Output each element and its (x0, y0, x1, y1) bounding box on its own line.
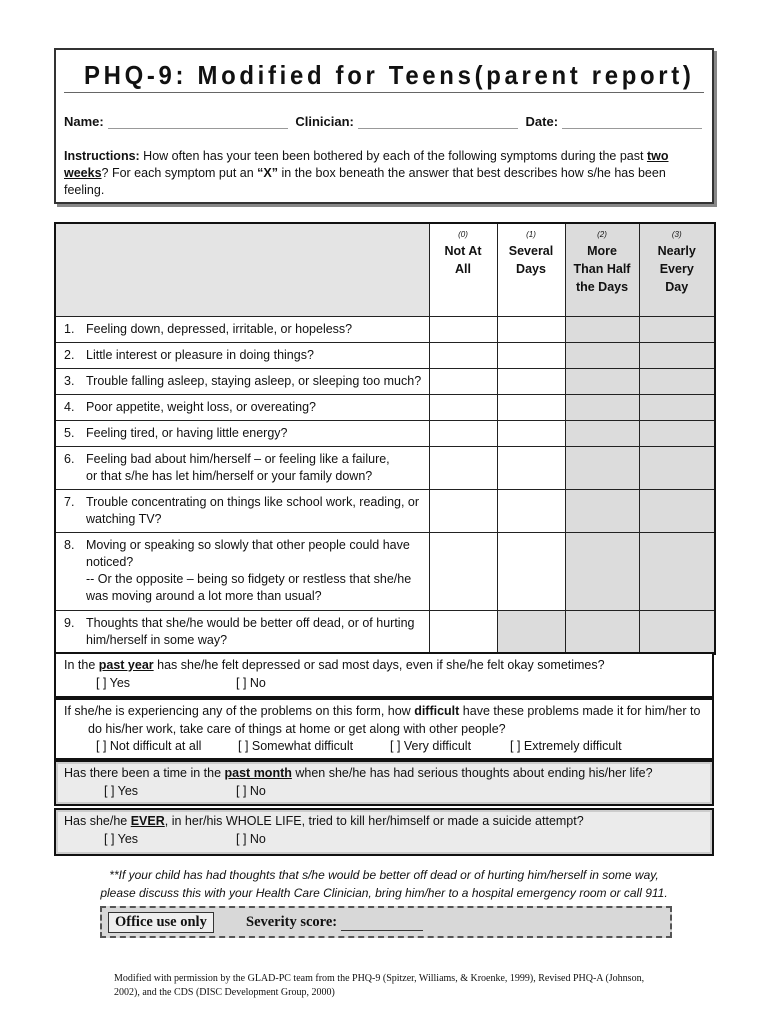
answer-box-q9-2[interactable] (565, 611, 639, 655)
question-1-text: 1. Feeling down, depressed, irritable, or hopeless? (55, 317, 429, 343)
answer-box-q7-3[interactable] (639, 490, 715, 533)
answer-box-q8-3[interactable] (639, 533, 715, 611)
answer-box-q3-3[interactable] (639, 369, 715, 395)
clinician-label: Clinician: (295, 114, 354, 129)
past-year-yes-option[interactable]: [ ] Yes (96, 675, 131, 690)
difficulty-not-option[interactable]: [ ] Not difficult at all (96, 739, 202, 753)
answer-box-q9-3[interactable] (639, 611, 715, 655)
answer-box-q6-0[interactable] (429, 447, 497, 490)
answer-box-q6-3[interactable] (639, 447, 715, 490)
answer-box-q2-3[interactable] (639, 343, 715, 369)
ever-attempt-question: Has she/he EVER, in her/his WHOLE LIFE, tried to kill her/himself or made a suicide attempt? [ ] Yes [ ] No (54, 808, 714, 856)
answer-box-q3-2[interactable] (565, 369, 639, 395)
answer-box-q1-3[interactable] (639, 317, 715, 343)
question-7-text: 7. Trouble concentrating on things like school work, reading, or watching TV? (55, 490, 429, 533)
answer-box-q8-1[interactable] (497, 533, 565, 611)
answer-box-q8-0[interactable] (429, 533, 497, 611)
answer-box-q5-2[interactable] (565, 421, 639, 447)
table-row (55, 421, 715, 447)
answer-box-q9-1[interactable] (497, 611, 565, 655)
clinician-field[interactable] (358, 116, 518, 129)
answer-box-q7-2[interactable] (565, 490, 639, 533)
form-title: PHQ-9: Modified for Teens(parent report) (84, 60, 695, 90)
table-row (55, 611, 715, 655)
answer-box-q7-0[interactable] (429, 490, 497, 533)
ever-no-option[interactable]: [ ] No (236, 831, 266, 846)
answer-box-q9-0[interactable] (429, 611, 497, 655)
answer-box-q7-1[interactable] (497, 490, 565, 533)
question-5-text: 5. Feeling tired, or having little energy? (55, 421, 429, 447)
difficulty-question: If she/he is experiencing any of the problems on this form, how difficult have these problems made it for him/her to do his/her work, take care of things at home or get along with other people? [ ] Not difficult at all [ ] Somewhat difficult [ ] Very difficult [ ] Extremely difficult (54, 698, 714, 760)
table-row (55, 447, 715, 490)
table-row (55, 369, 715, 395)
severity-score: Severity score: (246, 914, 423, 931)
difficulty-extremely-option[interactable]: [ ] Extremely difficult (510, 739, 622, 753)
table-row (55, 533, 715, 611)
safety-note: **If your child has had thoughts that s/he would be better off dead or of hurting him/herself in some way, please discuss this with your Health Care Clinician, bring him/her to a hospital emergency room or call 911. (100, 868, 668, 900)
answer-box-q5-0[interactable] (429, 421, 497, 447)
header-box (54, 48, 714, 204)
symptom-table (54, 222, 716, 655)
office-use-label: Office use only (108, 912, 214, 933)
answer-box-q8-2[interactable] (565, 533, 639, 611)
table-row (55, 317, 715, 343)
name-field[interactable] (108, 116, 288, 129)
title-divider (64, 92, 704, 93)
patient-info-row (64, 114, 706, 129)
table-row (55, 343, 715, 369)
name-label: Name: (64, 114, 104, 129)
table-row (55, 490, 715, 533)
question-4-text: 4. Poor appetite, weight loss, or overeating? (55, 395, 429, 421)
answer-box-q6-2[interactable] (565, 447, 639, 490)
column-header-not-at-all: (0) Not At All (429, 223, 497, 317)
question-6-text: 6. Feeling bad about him/herself – or feeling like a failure, or that s/he has let him/herself or your family down? (55, 447, 429, 490)
answer-box-q5-1[interactable] (497, 421, 565, 447)
answer-box-q1-1[interactable] (497, 317, 565, 343)
answer-box-q1-2[interactable] (565, 317, 639, 343)
header-blank-cell (55, 223, 429, 317)
answer-box-q4-2[interactable] (565, 395, 639, 421)
column-header-several-days: (1) Several Days (497, 223, 565, 317)
past-year-no-option[interactable]: [ ] No (236, 675, 266, 690)
column-header-more-than-half: (2) More Than Half the Days (565, 223, 639, 317)
answer-box-q6-1[interactable] (497, 447, 565, 490)
question-2-text: 2. Little interest or pleasure in doing things? (55, 343, 429, 369)
past-month-question: Has there been a time in the past month when she/he has had serious thoughts about ending his/her life? [ ] Yes [ ] No (54, 760, 714, 806)
table-header-row (55, 223, 715, 317)
answer-box-q3-1[interactable] (497, 369, 565, 395)
answer-box-q4-3[interactable] (639, 395, 715, 421)
instructions: Instructions: How often has your teen been bothered by each of the following symptoms during the past two weeks? For each symptom put an “X” in the box beneath the answer that best describes how s/he has been feeling. (64, 149, 669, 197)
past-year-question: In the past year has she/he felt depressed or sad most days, even if she/he felt okay sometimes? [ ] Yes [ ] No (54, 652, 714, 698)
office-use-box (100, 906, 672, 938)
question-9-text: 9. Thoughts that she/he would be better off dead, or of hurting him/herself in some way? (55, 611, 429, 655)
past-month-yes-option[interactable]: [ ] Yes (104, 783, 139, 798)
severity-score-field[interactable] (341, 918, 423, 931)
answer-box-q2-1[interactable] (497, 343, 565, 369)
answer-box-q4-1[interactable] (497, 395, 565, 421)
question-8-text: 8. Moving or speaking so slowly that other people could have noticed? -- Or the opposite – being so fidgety or restless that she/he was moving around a lot more than usual? (55, 533, 429, 611)
date-label: Date: (525, 114, 559, 129)
table-row (55, 395, 715, 421)
question-3-text: 3. Trouble falling asleep, staying asleep, or sleeping too much? (55, 369, 429, 395)
answer-box-q1-0[interactable] (429, 317, 497, 343)
date-field[interactable] (562, 116, 702, 129)
answer-box-q4-0[interactable] (429, 395, 497, 421)
past-month-no-option[interactable]: [ ] No (236, 783, 266, 798)
answer-box-q3-0[interactable] (429, 369, 497, 395)
column-header-nearly-every-day: (3) Nearly Every Day (639, 223, 715, 317)
difficulty-very-option[interactable]: [ ] Very difficult (390, 739, 472, 753)
difficulty-somewhat-option[interactable]: [ ] Somewhat difficult (238, 739, 354, 753)
ever-yes-option[interactable]: [ ] Yes (104, 831, 139, 846)
answer-box-q2-0[interactable] (429, 343, 497, 369)
footer-citation: Modified with permission by the GLAD-PC team from the PHQ-9 (Spitzer, Williams, & Kroenke, 1999), Revised PHQ-A (Johnson, 2002), and the CDS (DISC Development Group, 2000) (114, 973, 645, 998)
answer-box-q5-3[interactable] (639, 421, 715, 447)
answer-box-q2-2[interactable] (565, 343, 639, 369)
